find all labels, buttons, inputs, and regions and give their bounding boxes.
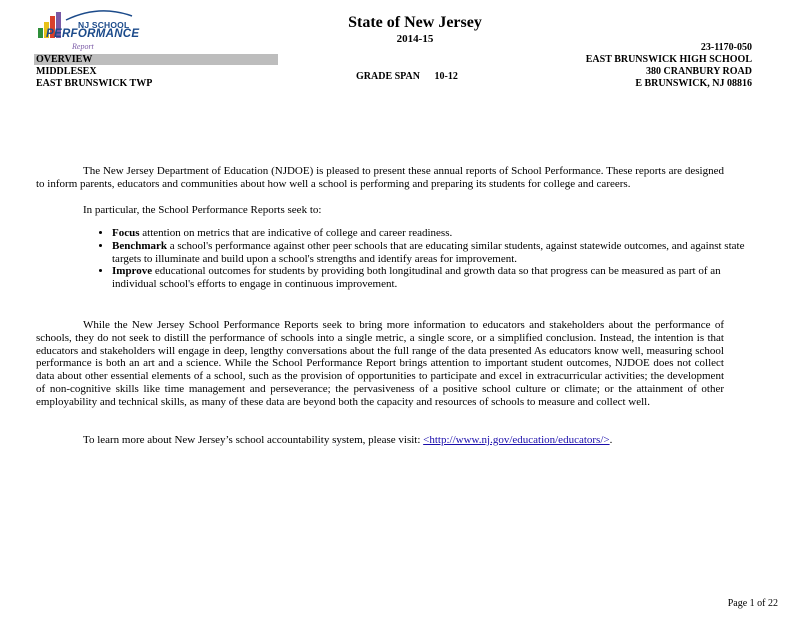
school-address-line2: E BRUNSWICK, NJ 08816 xyxy=(635,78,752,89)
grade-span-value: 10-12 xyxy=(434,71,458,82)
grade-span-label: GRADE SPAN xyxy=(356,71,420,82)
limitations-paragraph: While the New Jersey School Performance Reports seek to bring more information to educators and stakeholders about the performance of schools, they do not seek to distill the performance of schools into a single metric, a single score, or a simplified conclusion. Instead, the intention is that educators and stakeholders will engage in deep, lengthy conversations about the full range of the data presented As educators know well, measuring school performance is both an art and a science. While the School Performance Report brings attention to important student outcomes, NJDOE does not collect data about other essential elements of a school, such as the provision of opportunities to participate and excel in extracurricular activities; the development of non-cognitive skills like time management and perseverance; the pervasiveness of a positive school culture or climate; or the attainment of other employability and technical skills, as many of these data are beyond both the capacity and resources of schools to measure and collect well. xyxy=(36,319,724,408)
page-number: Page 1 of 22 xyxy=(727,598,778,609)
school-year: 2014-15 xyxy=(396,33,434,45)
list-item xyxy=(112,240,754,266)
district-name: EAST BRUNSWICK TWP xyxy=(36,78,153,89)
learn-more-paragraph xyxy=(36,434,724,447)
school-name: EAST BRUNSWICK HIGH SCHOOL xyxy=(585,54,752,65)
accountability-link[interactable]: <http://www.nj.gov/education/educators/> xyxy=(423,434,610,446)
bullet-text: a school's performance against other peer schools that are educating similar students, against statewide outcomes, and against state targets to illuminate and build upon a school's strengths and identify areas for improvement. xyxy=(112,239,745,265)
logo-line1: NJ SCHOOL xyxy=(78,20,130,30)
page-title: State of New Jersey xyxy=(348,14,482,31)
logo-line2: PERFORMANCE xyxy=(46,28,140,40)
bullet-text: educational outcomes for students by providing both longitudinal and growth data so that progress can be measured as part of an individual school's efforts to engage in continuous improvement. xyxy=(112,265,721,291)
goals-list xyxy=(82,227,754,291)
section-label: OVERVIEW xyxy=(36,54,93,65)
list-item xyxy=(112,227,754,240)
bullet-keyword: Focus xyxy=(112,227,140,239)
bullet-keyword: Benchmark xyxy=(112,239,167,252)
county-name: MIDDLESEX xyxy=(36,66,97,77)
grade-span xyxy=(356,71,458,82)
learn-more-suffix: . xyxy=(609,434,613,446)
logo-line3: Report xyxy=(72,42,94,51)
learn-more-text: To learn more about New Jersey’s school accountability system, please visit: xyxy=(83,434,424,446)
school-code: 23-1170-050 xyxy=(700,42,752,53)
school-address-line1: 380 CRANBURY ROAD xyxy=(646,66,752,77)
bullet-text: attention on metrics that are indicative of college and career readiness. xyxy=(139,227,453,239)
intro-paragraph: The New Jersey Department of Education (NJDOE) is pleased to present these annual reports of School Performance. These reports are designed to inform parents, educators and communities about how well a school is performing and preparing its students for college and careers. xyxy=(36,165,724,190)
lead-sentence: In particular, the School Performance Reports seek to: xyxy=(83,204,322,216)
list-item xyxy=(112,265,754,291)
bullet-keyword: Improve xyxy=(112,265,153,278)
